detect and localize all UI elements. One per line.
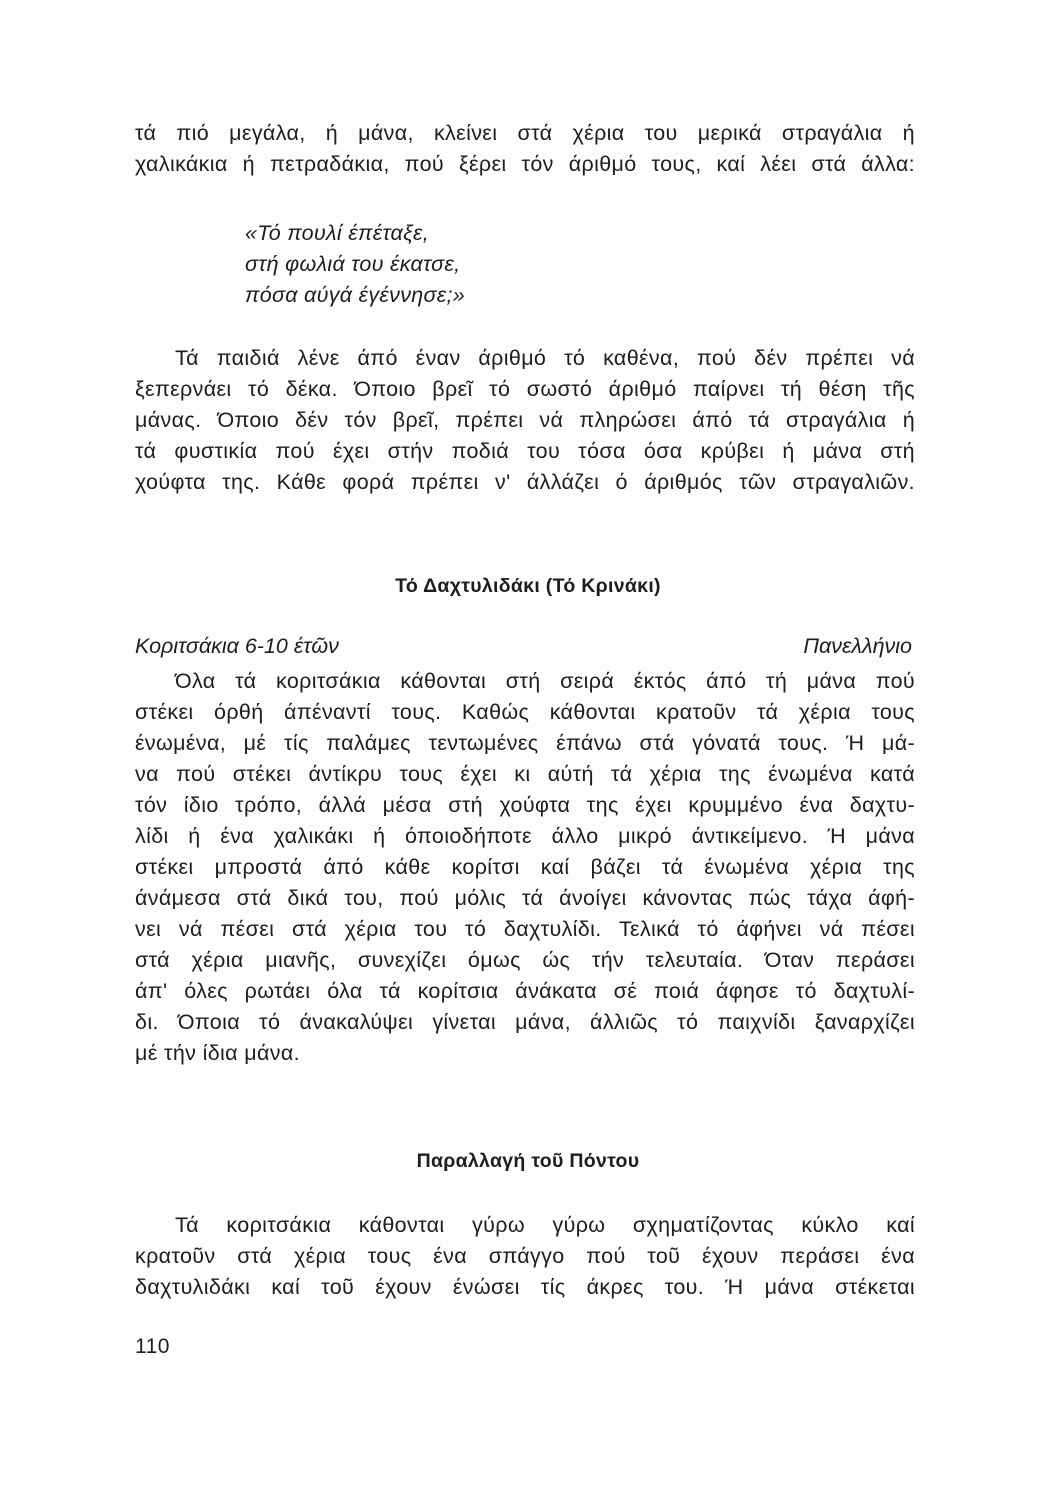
text-line: να πού στέκει άντίκρυ τους έχει κι αύτή τά χέρια της ένωμένα κατά [135,762,915,786]
verse-line: πόσα αύγά έγέννησε;» [245,283,466,307]
text-line: τά φυστικία πού έχει στήν ποδιά του τόσα όσα κρύβει ή μάνα στή [135,439,915,463]
text-line: ένωμένα, μέ τίς παλάμες τεντωμένες έπάνω στά γόνατά τους. Ή μά- [135,731,915,755]
age-group-label: Κοριτσάκια 6-10 έτῶν [135,634,339,658]
verse-line: στή φωλιά του έκατσε, [245,252,461,276]
text-line: μέ τήν ίδια μάνα. [135,1041,300,1065]
text-line: κρατοῦν στά χέρια τους ένα σπάγγο πού τοῦ έχουν περάσει ένα [135,1244,915,1268]
text-line: στά χέρια μιανῆς, συνεχίζει όμως ώς τήν τελευταία. Όταν περάσει [135,948,915,972]
text-line: στέκει μπροστά άπό κάθε κορίτσι καί βάζει τά ένωμένα χέρια της [135,855,915,879]
section-heading: Τό Δαχτυλιδάκι (Τό Κρινάκι) [395,575,661,597]
text-line: τόν ίδιο τρόπο, άλλά μέσα στή χούφτα της έχει κρυμμένο ένα δαχτυ- [135,793,915,817]
paragraph [135,1210,915,1303]
text-line: δι. Όποια τό άνακαλύψει γίνεται μάνα, άλλιῶς τό παιχνίδι ξαναρχίζει [135,1010,915,1034]
text-line: δαχτυλιδάκι καί τοῦ έχουν ένώσει τίς άκρες του. Ή μάνα στέκεται [135,1275,915,1299]
intro-text [135,118,915,180]
section-heading: Παραλλαγή τοῦ Πόντου [416,1150,640,1172]
verse-line: «Τό πουλί έπέταξε, [245,221,430,245]
verse-block [245,218,465,311]
text-line: Τά κοριτσάκια κάθονται γύρω γύρω σχηματίζοντας κύκλο καί [175,1213,915,1237]
text-line: άνάμεσα στά δικά του, πού μόλις τά άνοίγει κάνοντας πώς τάχα άφή- [135,886,915,910]
text-line: ξεπερνάει τό δέκα. Όποιο βρεῖ τό σωστό άριθμό παίρνει τή θέση τῆς [135,377,915,401]
text-line: χαλικάκια ή πετραδάκια, πού ξέρει τόν άριθμό τους, καί λέει στά άλλα: [135,152,915,176]
page-number: 110 [135,1335,170,1358]
text-line: Όλα τά κοριτσάκια κάθονται στή σειρά έκτός άπό τή μάνα πού [175,669,915,693]
text-line: μάνας. Όποιο δέν τόν βρεῖ, πρέπει νά πληρώσει άπό τά στραγάλια ή [135,408,915,432]
text-line: τά πιό μεγάλα, ή μάνα, κλείνει στά χέρια του μερικά στραγάλια ή [135,121,915,145]
text-line: άπ' όλες ρωτάει όλα τά κορίτσια άνάκατα σέ ποιά άφησε τό δαχτυλί- [135,979,915,1003]
text-line: λίδι ή ένα χαλικάκι ή όποιοδήποτε άλλο μικρό άντικείμενο. Ή μάνα [135,824,915,848]
paragraph [135,343,915,498]
region-label: Πανελλήνιο [803,634,912,658]
text-line: νει νά πέσει στά χέρια του τό δαχτυλίδι. Τελικά τό άφήνει νά πέσει [135,917,915,941]
text-line: χούφτα της. Κάθε φορά πρέπει ν' άλλάζει ό άριθμός τῶν στραγαλιῶν. [135,470,915,494]
text-line: Τά παιδιά λένε άπό έναν άριθμό τό καθένα, πού δέν πρέπει νά [175,346,915,370]
paragraph [135,666,915,1069]
text-line: στέκει όρθή άπέναντί τους. Καθώς κάθονται κρατοῦν τά χέρια τους [135,700,915,724]
